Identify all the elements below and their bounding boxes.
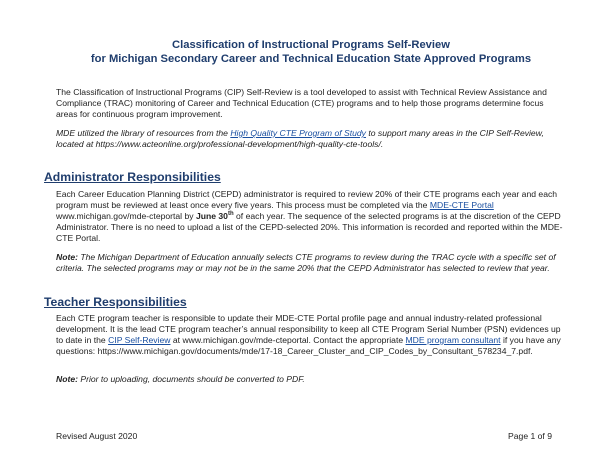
teacher-text-after: if you have any questions: https://www.michigan.gov/documents/mde/17-18_Career_Cluster_and_CIP_Codes_by_Consultant_578234_7.pdf. [56, 335, 561, 356]
intro-resources-text-before: MDE utilized the library of resources from the [56, 128, 231, 138]
high-quality-cte-link[interactable]: High Quality CTE Program of Study [230, 128, 366, 138]
mde-program-consultant-link[interactable]: MDE program consultant [405, 335, 501, 345]
teacher-note [56, 374, 566, 385]
mde-cte-portal-link[interactable]: MDE-CTE Portal [429, 200, 494, 210]
title-line-2: for Michigan Secondary Career and Technical Education State Approved Programs [90, 53, 532, 65]
admin-deadline [196, 211, 234, 221]
admin-text-before: Each Career Education Planning District (CEPD) administrator is required to review 20% of their CTE programs each year and each program must be reviewed at least once every five years. This process must be completed via the [56, 189, 558, 210]
administrator-note [56, 252, 566, 274]
administrator-responsibilities-heading: Administrator Responsibilities [44, 170, 221, 184]
admin-note-text: The Michigan Department of Education annually selects CTE programs to review during the TRAC cycle with a specific set of criteria. The selected programs may or may not be in the same 20% that the CEPD Administrator has selected to review that year. [56, 252, 556, 273]
revised-date: Revised August 2020 [56, 431, 138, 441]
administrator-paragraph [56, 189, 566, 244]
teacher-text-mid: at www.michigan.gov/mde-cteportal. Contact the appropriate [170, 335, 406, 345]
admin-deadline-suffix: th [227, 211, 234, 218]
admin-note-label: Note: [56, 252, 78, 262]
admin-text-mid: www.michigan.gov/mde-cteportal by [56, 211, 196, 221]
intro-resources-paragraph [56, 128, 566, 150]
admin-text-after: of each year. The sequence of the selected programs is at the discretion of the CEPD Administrator. There is no need to upload a list of the CEPD-selected 20%. This information is recorded and reported within the MDE-CTE Portal. [56, 211, 563, 243]
teacher-note-label: Note: [56, 374, 78, 384]
title-line-1: Classification of Instructional Programs Self-Review [172, 39, 450, 51]
teacher-text-before: Each CTE program teacher is responsible to update their MDE-CTE Portal profile page and annual industry-related professional development. It is the lead CTE program teacher’s annual responsibility to keep all CTE Program Serial Number (PSN) evidences up to date in the [56, 313, 561, 345]
page-number: Page 1 of 9 [508, 431, 552, 441]
admin-deadline-date: June 30 [195, 211, 228, 221]
teacher-paragraph [56, 313, 566, 357]
document-title [56, 38, 566, 66]
intro-resources-text-after: to support many areas in the CIP Self-Review, located at https://www.acteonline.org/professional-development/high-quality-cte-tools/. [56, 128, 544, 149]
cip-self-review-link[interactable]: CIP Self-Review [108, 335, 171, 345]
page-footer [56, 431, 552, 442]
teacher-responsibilities-heading: Teacher Responsibilities [44, 295, 187, 309]
intro-paragraph: The Classification of Instructional Programs (CIP) Self-Review is a tool developed to assist with Technical Review Assistance and Compliance (TRAC) monitoring of Career and Technical Education (CTE) programs and to help those programs determine focus areas for continuous program improvement. [56, 87, 547, 119]
teacher-note-text: Prior to uploading, documents should be converted to PDF. [77, 374, 305, 384]
